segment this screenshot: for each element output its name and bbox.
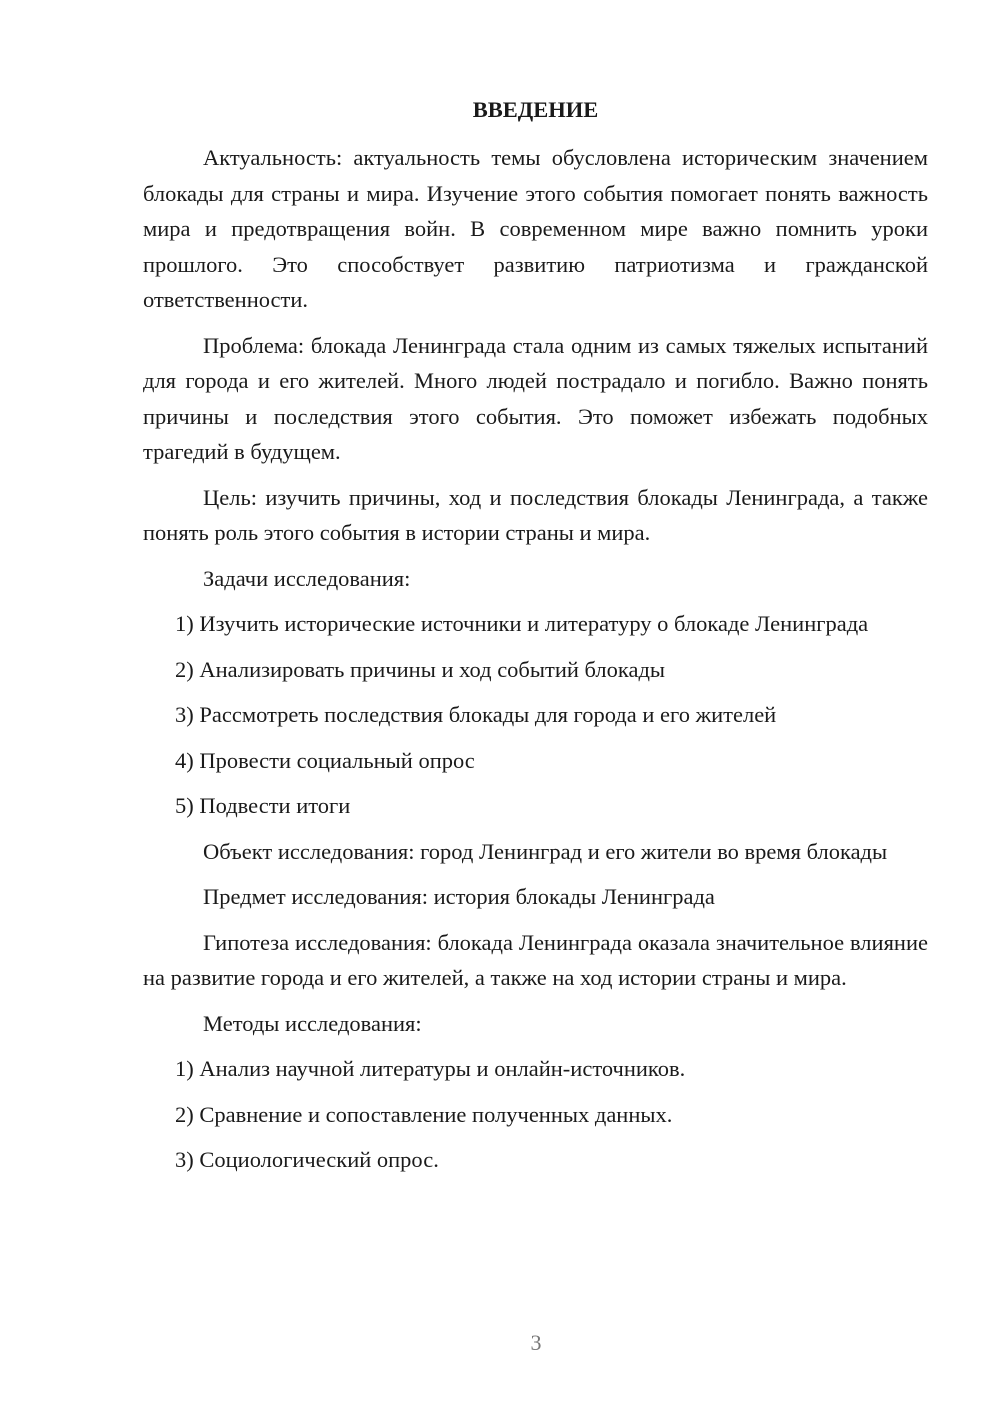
task-item-2: 2) Анализировать причины и ход событий блокады (175, 656, 666, 682)
goal-paragraph: Цель: изучить причины, ход и последствия блокады Ленинграда, а также понять роль этого события в истории страны и мира. (143, 484, 928, 545)
task-item-4: 4) Провести социальный опрос (175, 747, 475, 773)
hypothesis-paragraph: Гипотеза исследования: блокада Ленинграда оказала значительное влияние на развитие города и его жителей, а также на ход истории страны и мира. (143, 929, 928, 990)
subject-paragraph: Предмет исследования: история блокады Ленинграда (203, 884, 715, 909)
task-item-1: 1) Изучить исторические источники и литературу о блокаде Ленинграда (175, 611, 869, 636)
section-heading: ВВЕДЕНИЕ (472, 97, 599, 122)
method-item-1: 1) Анализ научной литературы и онлайн-источников. (175, 1056, 686, 1081)
document-page (143, 92, 928, 1188)
page-number: 3 (530, 1330, 542, 1355)
task-item-3: 3) Рассмотреть последствия блокады для города и его жителей (175, 702, 777, 727)
methods-label: Методы исследования: (203, 1010, 422, 1036)
relevance-paragraph: Актуальность: актуальность темы обусловлена историческим значением блокады для страны и мира. Изучение этого события помогает понять важность мира и предотвращения войн. В современном мире важно помнить уроки прошлого. Это способствует развитию патриотизма и гражданской ответственности. (143, 145, 928, 312)
problem-paragraph: Проблема: блокада Ленинграда стала одним из самых тяжелых испытаний для города и его жителей. Много людей пострадало и погибло. Важно понять причины и последствия этого события. Это поможет избежать подобных трагедий в будущем. (143, 332, 928, 464)
object-paragraph: Объект исследования: город Ленинград и его жители во время блокады (203, 838, 888, 864)
task-item-5: 5) Подвести итоги (175, 793, 351, 818)
tasks-label: Задачи исследования: (203, 565, 411, 591)
method-item-2: 2) Сравнение и сопоставление полученных данных. (175, 1101, 673, 1127)
method-item-3: 3) Социологический опрос. (175, 1147, 439, 1172)
